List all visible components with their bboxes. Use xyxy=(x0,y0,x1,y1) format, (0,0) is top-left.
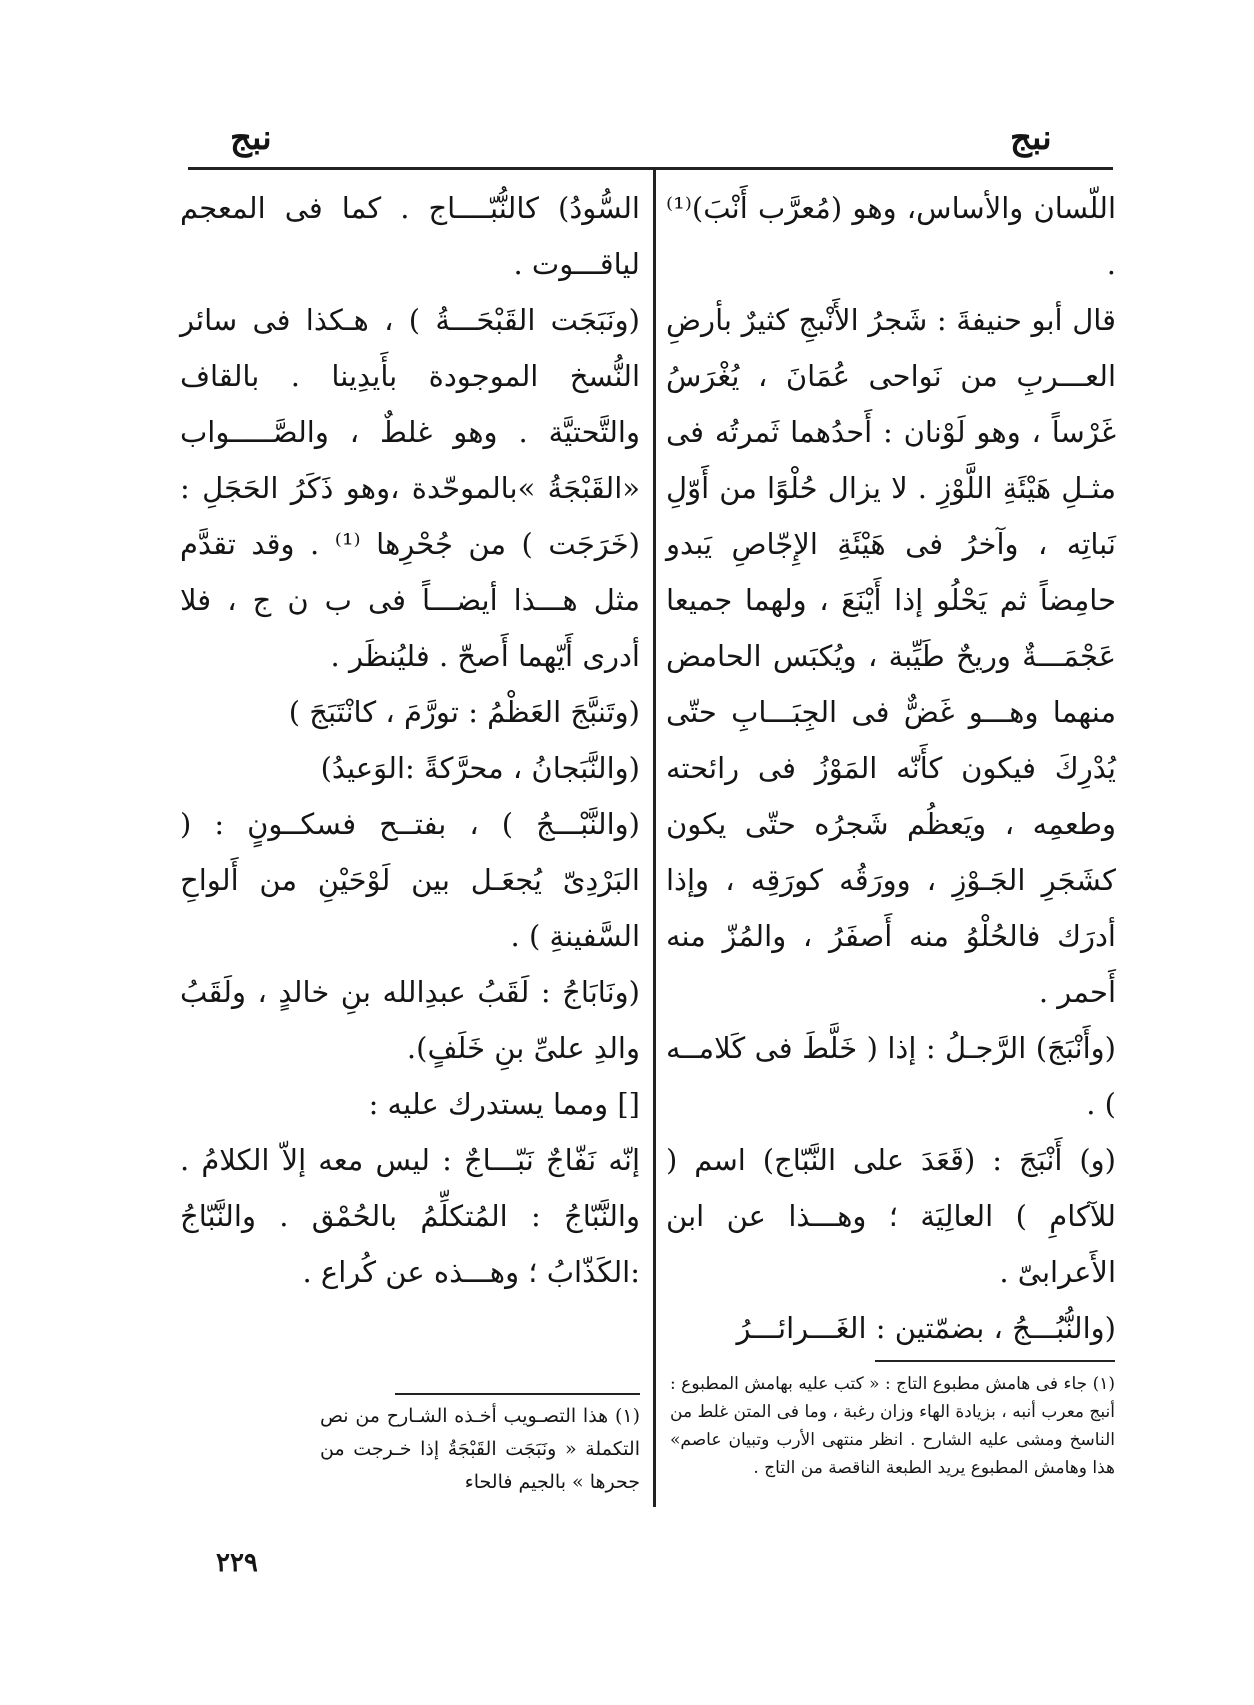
paragraph: (والنَّبْـــجُ ) ، بفتــح فسكــونٍ : ( البَرْدِىّ يُجعَـل بين لَوْحَيْنِ من أَلواحِ السَّفينةِ ) . xyxy=(180,807,640,953)
footnote-rule-left xyxy=(395,1393,640,1395)
right-column xyxy=(666,180,1116,1356)
paragraph: [] ومما يستدرك عليه : xyxy=(368,1087,640,1121)
page-number: ٢٢٩ xyxy=(216,1548,258,1578)
left-column xyxy=(180,180,640,1300)
paragraph: اللّسان والأساس، وهو (مُعرَّب أَنْبَ)⁽¹⁾ . xyxy=(666,191,1116,281)
paragraph: (والنُّبُـــجُ ، بضمّتين : الغَـــرائـــرُ xyxy=(736,1311,1116,1345)
footnote-right: (١) جاء فى هامش مطبوع التاج : « كتب عليه بهامش المطبوع : أنبج معرب أنبه ، بزيادة الهاء وزان رغبة ، وما فى المتن غلط من الناسخ ومشى عليه الشارح . انظر منتهى الأرب وتبيان عاصم» هذا وهامش المطبوع يريد الطبعة الناقصة من التاج . xyxy=(670,1374,1115,1478)
footnote-left: (١) هذا التصـويب أخـذه الشـارح من نص التكملة « ونَبَجَت القَبْجَةُ إذا خـرجت من جحرها » بالجيم فالحاء xyxy=(320,1405,640,1493)
paragraph: إنّه نَفّاجٌ نَبّـــاجٌ : ليس معه إلاّ الكلامُ . والنَّبّاجُ : المُتكلِّمُ بالحُمْق . والنَّبّاجُ :الكَذّابُ ؛ وهـــذه عن كُراع . xyxy=(180,1143,640,1289)
running-head-right: نبج xyxy=(1010,118,1052,158)
paragraph: (و) أَنْبَجَ : (قَعَدَ على النَّبّاج) اسم ( للآكامِ ) العالِيَة ؛ وهـــذا عن ابن الأَعرابىّ . xyxy=(666,1143,1116,1289)
paragraph: (ونَبَجَت القَبْحَـــةُ ) ، هـكذا فى سائر النُّسخ الموجودة بأَيدِينا . بالقاف والتَّحتيَّة . وهو غلطٌ ، والصَّـــــواب «القَبْجَةُ »بالموحّدة ،وهو ذَكَرُ الحَجَلِ : (خَرَجَت ) من جُحْرِها ⁽¹⁾ . وقد تقدَّم مثل هـــذا أيضـــاً فى ب ن ج ، فلا أدرى أَيّهما أَصحّ . فليُنظَر . xyxy=(180,303,640,673)
footnote-rule-right xyxy=(875,1360,1115,1362)
paragraph: السُّودُ) كالنُّبّــــاج . كما فى المعجم لياقـــوت . xyxy=(180,191,640,281)
paragraph: (ونَابَاجُ : لَقَبُ عبدِالله بنِ خالدٍ ، ولَقَبُ والدِ علىِّ بنِ خَلَفٍ). xyxy=(180,975,640,1065)
running-head-left: نبج xyxy=(230,118,272,158)
paragraph: قال أبو حنيفةَ : شَجرُ الأَنْبجِ كثيرٌ بأرضِ العـــربِ من نَواحى عُمَانَ ، يُغْرَسُ غَرْساً ، وهو لَوْنان : أَحدُهما ثَمرتُه فى مثـلِ هَيْئَةِ اللَّوْزِ . لا يزال حُلْوًا من أَوّلِ نَباتِه ، وآخرُ فى هَيْئَةِ الإِجّاصِ يَبدو حامِضاً ثم يَحْلُو إذا أَيْنَعَ ، ولهما جميعا عَجْمَـــةٌ وريحٌ طَيِّبة ، ويُكبَس الحامض منهما وهـــو غَضٌّ فى الجِبَـــابِ حتّى يُدْرِكَ فيكون كأَنّه المَوْزُ فى رائحته وطعمِه ، ويَعظُم شَجرُه حتّى يكون كشَجَرِ الجَـوْزِ ، وورَقُه كورَقِه ، وإذا أدرَك فالحُلْوُ منه أَصفَرُ ، والمُزّ منه أَحمر . xyxy=(666,303,1116,1009)
paragraph: (والنَّبَجانُ ، محرَّكةً :الوَعيدُ) xyxy=(320,751,640,785)
header-rule xyxy=(188,167,1113,170)
paragraph: (وأَنْبَجَ) الرَّجـلُ : إذا ( خَلَّطَ فى كَلامــه ) . xyxy=(666,1031,1116,1121)
column-divider xyxy=(653,167,656,1507)
paragraph: (وتَنبَّجَ العَظْمُ : تورَّمَ ، كانْتَبَجَ ) xyxy=(288,695,640,729)
